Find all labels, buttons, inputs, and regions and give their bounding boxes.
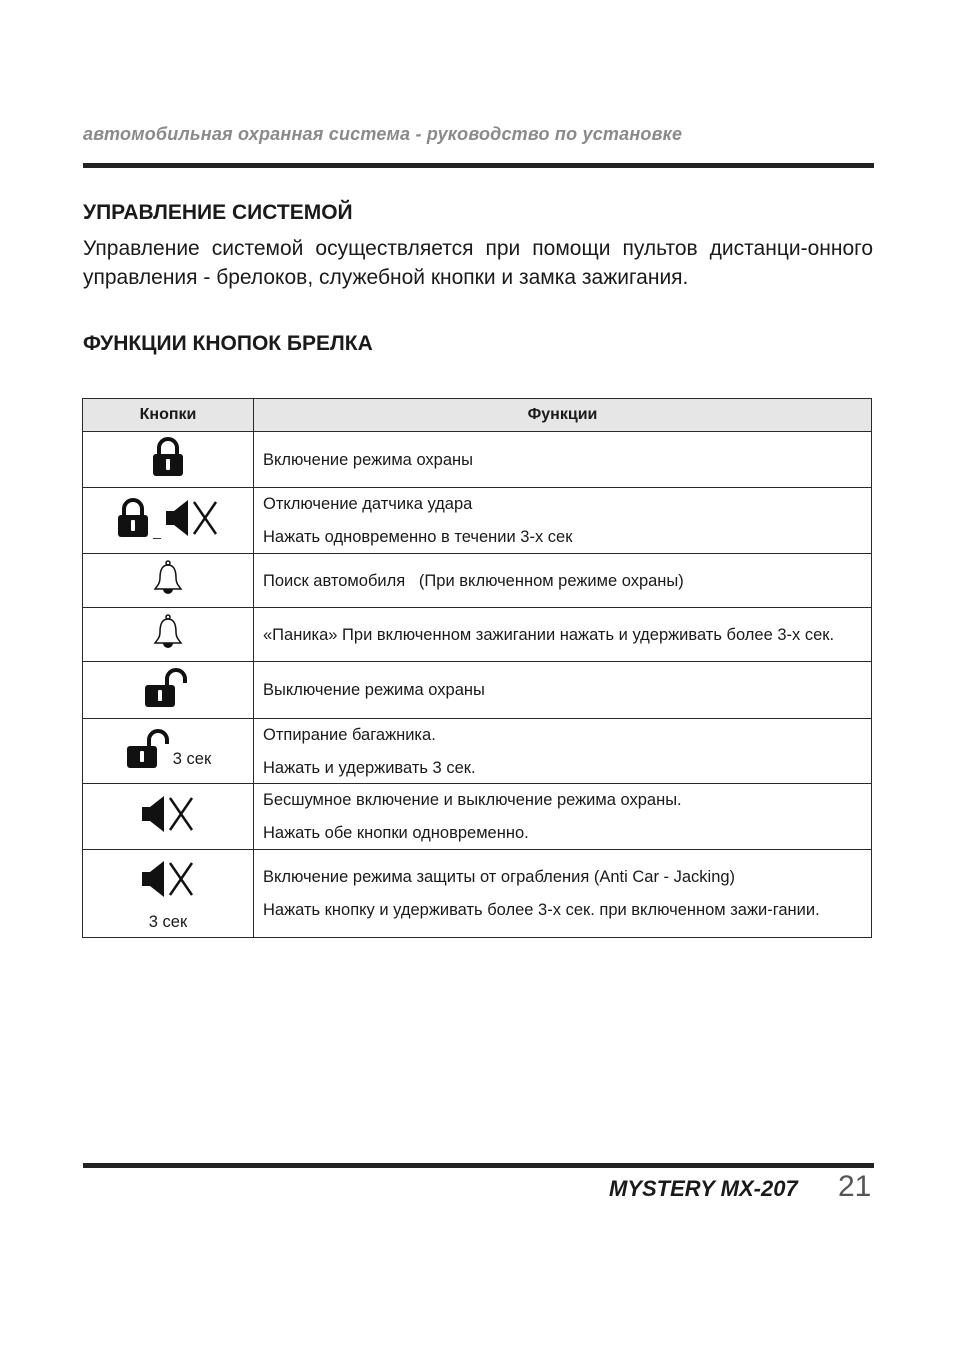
function-line: Включение режима охраны [263,450,474,469]
section-intro-paragraph: Управление системой осуществляется при помощи пультов дистанци-онного управления - брелоков, служебной кнопки и замка зажигания. [83,237,873,289]
button-icons [83,855,253,932]
function-cell [254,554,872,608]
table-row [83,662,872,719]
hold-duration-note: 3 сек [148,913,188,931]
lock-icon [151,437,185,477]
button-icons [116,498,220,538]
header-rule [83,163,874,168]
section-title-keyfob-functions: ФУНКЦИИ КНОПОК БРЕЛКА [83,332,373,355]
table-row [83,432,872,488]
button-icons [125,729,211,769]
button-cell [83,432,254,488]
function-cell [254,850,872,938]
page-number: 21 [838,1170,872,1203]
combo-connector: _ [153,523,161,539]
mute-icon [140,859,196,899]
function-line: «Паника» При включенном зажигании нажать и удерживать более 3-х сек. [263,625,835,644]
function-cell [254,432,872,488]
function-line: Включение режима защиты от ограбления (Anti Car - Jacking) [263,868,736,886]
mute-icon [164,498,220,538]
function-cell [254,662,872,719]
function-cell [254,488,872,554]
button-icons [153,613,183,651]
button-cell [83,784,254,850]
section-title-control: УПРАВЛЕНИЕ СИСТЕМОЙ [83,201,353,224]
column-header-functions: Функции [254,399,872,432]
column-header-buttons: Кнопки [83,399,254,432]
function-cell [254,719,872,784]
table-row [83,850,872,938]
button-cell [83,488,254,554]
unlock-icon [143,668,193,708]
bell-icon [153,559,183,597]
button-cell [83,719,254,784]
button-icons [140,794,196,834]
keyfob-functions-table [82,398,872,938]
button-cell [83,662,254,719]
button-cell [83,850,254,938]
function-line: Нажать одновременно в течении 3-х сек [263,528,573,546]
function-line: Нажать и удерживать 3 сек. [263,758,476,777]
function-line: Поиск автомобиля (При включенном режиме охраны) [263,571,684,590]
unlock-icon [125,729,175,769]
button-cell [83,554,254,608]
mute-icon [140,794,196,834]
table-row [83,719,872,784]
bell-icon [153,613,183,651]
lock-icon [116,498,150,538]
function-line: Бесшумное включение и выключение режима охраны. [263,791,682,809]
footer-rule [83,1163,874,1168]
function-line: Выключение режима охраны [263,681,485,699]
function-cell [254,608,872,662]
function-cell [254,784,872,850]
function-line: Нажать обе кнопки одновременно. [263,824,529,842]
button-icons [143,668,193,708]
function-line: Нажать кнопку и удерживать более 3-х сек. при включенном зажи-гании. [263,901,820,919]
button-icons [153,559,183,597]
table-row [83,608,872,662]
table-row [83,488,872,554]
table-row [83,554,872,608]
function-line: Отпирание багажника. [263,725,436,744]
footer-model-name: MYSTERY MX-207 [609,1176,798,1201]
table-header-row [83,399,872,432]
running-header: автомобильная охранная система - руководство по установке [83,124,683,144]
button-icons [151,437,185,477]
function-line: Отключение датчика удара [263,495,473,513]
hold-duration-note: 3 сек [172,749,212,768]
table-row [83,784,872,850]
button-cell [83,608,254,662]
